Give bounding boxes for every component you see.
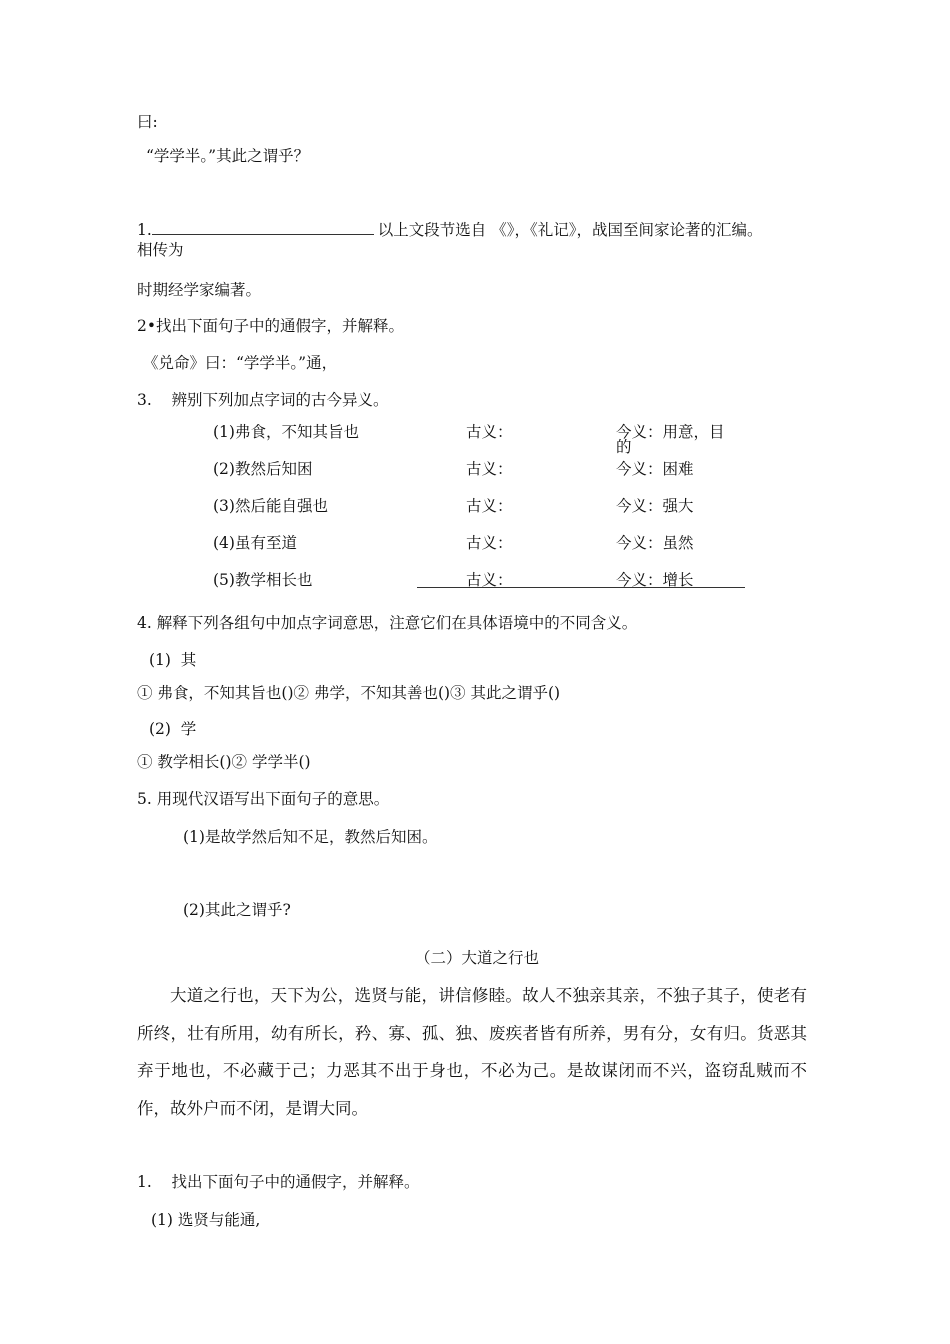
q3-gu-4: 古义： — [466, 534, 513, 552]
s2q1-item: (1) 选贤与能通, — [151, 1211, 261, 1229]
q1-number: 1. — [137, 221, 152, 239]
q5-s2: (2)其此之谓乎? — [183, 901, 291, 919]
line-yue: 曰: — [137, 113, 158, 131]
s2q1-title: 1. 找出下面句子中的通假字，并解释。 — [137, 1173, 420, 1191]
q3-item-4: (4)虽有至道 — [213, 534, 297, 552]
q2-title: 2•找出下面句子中的通假字，并解释。 — [137, 317, 405, 335]
q3-row5-underline — [417, 587, 745, 588]
q3-gu-5: 古义： — [466, 571, 513, 589]
q3-item-3: (3)然后能自强也 — [213, 497, 328, 515]
section2-heading: （二）大道之行也 — [415, 949, 540, 967]
q3-gu-3: 古义： — [466, 497, 513, 515]
section2-paragraph: 大道之行也，天下为公，选贤与能，讲信修睦。故人不独亲其亲，不独子其子，使老有所终，壮有所用，幼有所长，矜、寡、孤、独、废疾者皆有所养，男有分，女有归。货恶其弃于地也，不必藏于己；力恶其不出于身也，不必为己。是故谋闭而不兴，盗窃乱贼而不作，故外户而不闭，是谓大同。 — [137, 986, 807, 1118]
q4-title: 4. 解释下列各组句中加点字词意思，注意它们在具体语境中的不同含义。 — [137, 614, 638, 632]
q3-jin-4: 今义：虽然 — [616, 534, 694, 552]
q3-jin-1: 今义：用意，目 — [616, 423, 725, 441]
q3-item-2: (2)教然后知困 — [213, 460, 313, 478]
q3-title: 3. 辨别下列加点字词的古今异义。 — [137, 391, 389, 409]
quote-line: “学学半。”其此之谓乎？ — [146, 147, 310, 165]
q4-sub2: (2) 学 — [149, 720, 197, 738]
q2-line: 《兑命》曰：“学学半。”通， — [143, 354, 338, 372]
q4-sub1: (1) 其 — [149, 651, 197, 669]
q1-text: 以上文段节选自 《》，《礼记》，战国至间家论著的汇编。 — [377, 221, 763, 239]
q1-blank[interactable] — [152, 220, 374, 235]
q1-line — [137, 220, 762, 240]
q3-jin-2: 今义：困难 — [616, 460, 694, 478]
q3-jin-5: 今义：增长 — [616, 571, 694, 589]
q4-sub2-line: ① 教学相长()② 学学半() — [137, 753, 311, 771]
q3-gu-2: 古义： — [466, 460, 513, 478]
q5-s1: (1)是故学然后知不足，教然后知困。 — [183, 828, 438, 846]
q3-jin-1-extra: 的 — [616, 438, 632, 456]
q3-jin-3: 今义：强大 — [616, 497, 694, 515]
q3-item-1: (1)弗食，不知其旨也 — [213, 423, 359, 441]
q3-gu-1: 古义： — [466, 423, 513, 441]
q1-cont: 相传为 — [137, 241, 184, 259]
q4-sub1-line: ① 弗食，不知其旨也()② 弗学，不知其善也()③ 其此之谓乎() — [137, 684, 561, 702]
q1-line2: 时期经学家编著。 — [137, 281, 262, 299]
q3-item-5: (5)教学相长也 — [213, 571, 313, 589]
q5-title: 5. 用现代汉语写出下面句子的意思。 — [137, 790, 390, 808]
